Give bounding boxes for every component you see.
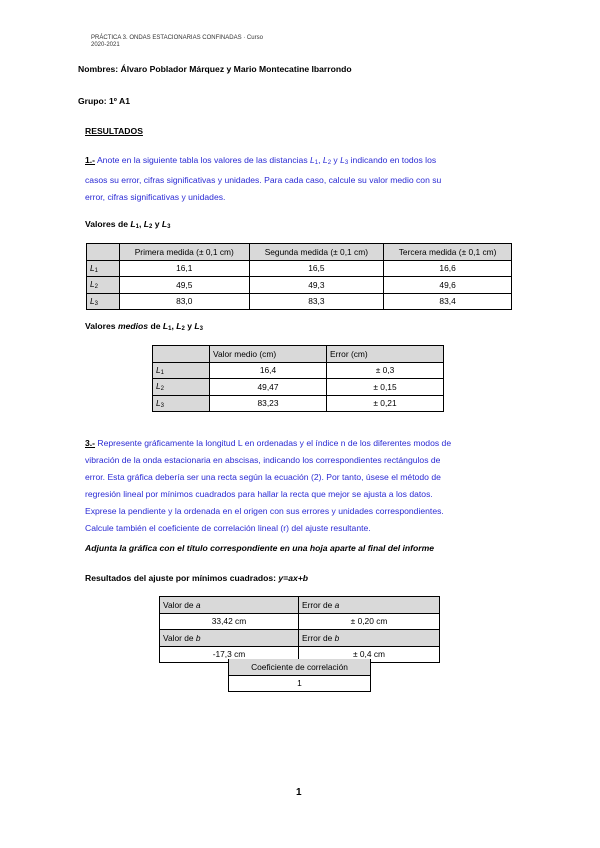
table-header-row xyxy=(153,346,444,363)
table-cell: ± 0,21 xyxy=(327,395,444,412)
table-cell: 83,4 xyxy=(384,293,512,310)
table-cell: 16,4 xyxy=(210,362,327,379)
page-number: 1 xyxy=(296,787,302,798)
authors-line: Nombres: Álvaro Poblador Márquez y Mario Montecatine Ibarrondo xyxy=(78,64,352,74)
row-label-sub: 3 xyxy=(94,300,99,307)
measurements-table xyxy=(86,243,512,310)
question-3-line-5: Exprese la pendiente y la ordenada en el origen con sus errores y unidades correspondientes. xyxy=(85,506,444,516)
label-cell xyxy=(299,630,440,647)
column-header: Primera medida (± 0,1 cm) xyxy=(120,244,250,261)
t2c-s1: 1 xyxy=(168,326,172,332)
row-label-sub: 3 xyxy=(160,402,165,409)
value-b-cell: -17,3 cm xyxy=(160,646,299,663)
row-label xyxy=(153,395,210,412)
question-1-line-3: error, cifras significativas y unidades. xyxy=(85,192,226,202)
error-a-cell: ± 0,20 cm xyxy=(299,613,440,630)
label-cell xyxy=(160,630,299,647)
column-header: Valor medio (cm) xyxy=(210,346,327,363)
t1c-comma: , xyxy=(138,219,144,229)
t1c-and: y xyxy=(152,219,162,229)
group-line: Grupo: 1º A1 xyxy=(78,96,130,106)
row-label-sub: 2 xyxy=(160,386,165,393)
correlation-label: Coeficiente de correlación xyxy=(229,659,371,675)
q1-text-a: Anote en la siguiente tabla los valores de las distancias xyxy=(95,155,311,165)
table-row xyxy=(229,675,371,692)
t2c-and: y xyxy=(184,321,195,331)
q1-var-l1: L xyxy=(310,155,315,165)
t1c-l2: L xyxy=(143,219,150,229)
q1-var-l2: L xyxy=(322,155,328,165)
error-b-label: Error de xyxy=(302,632,335,643)
label-cell xyxy=(299,597,440,614)
table-header-row xyxy=(87,244,512,261)
t2c-l2: L xyxy=(176,321,182,331)
header-line-2: 2020-2021 xyxy=(91,41,120,48)
fit-equation: y=ax+b xyxy=(278,573,309,583)
t2c-a: Valores xyxy=(85,321,118,331)
column-header: Tercera medida (± 0,1 cm) xyxy=(384,244,512,261)
error-a-label: Error de xyxy=(302,599,335,610)
table-cell: ± 0,3 xyxy=(327,362,444,379)
q1-var-l3: L xyxy=(340,155,345,165)
row-label xyxy=(153,379,210,396)
t2c-comma: , xyxy=(171,321,177,331)
row-label-sub: 1 xyxy=(94,267,99,274)
attach-graph-note: Adjunta la gráfica con el título correspondiente en una hoja aparte al final del informe xyxy=(85,543,435,553)
column-header: Error (cm) xyxy=(327,346,444,363)
table-cell: ± 0,15 xyxy=(327,379,444,396)
row-label xyxy=(87,260,120,277)
row-label-var: L xyxy=(156,397,161,408)
q1-and: y xyxy=(331,155,341,165)
table-row xyxy=(87,260,512,277)
t2c-s2: 2 xyxy=(181,326,185,332)
mean-values-table xyxy=(152,345,444,412)
table-cell: 49,6 xyxy=(384,277,512,294)
question-1-line-1 xyxy=(85,152,525,172)
question-3-line-1 xyxy=(85,435,515,452)
question-1-number: 1.- xyxy=(85,155,96,165)
row-label xyxy=(87,293,120,310)
header-line-1: PRÁCTICA 3. ONDAS ESTACIONARIAS CONFINADAS · Curso xyxy=(91,35,263,41)
row-label-var: L xyxy=(90,262,95,273)
value-b-label: Valor de xyxy=(163,632,196,643)
q1-sub-3: 3 xyxy=(344,160,349,166)
q1-sub-1: 1 xyxy=(314,160,319,166)
table-row xyxy=(160,597,440,614)
value-a-label: Valor de xyxy=(163,599,196,610)
results-heading: RESULTADOS xyxy=(85,126,143,136)
question-3 xyxy=(85,435,515,537)
table-cell: 16,5 xyxy=(249,260,384,277)
table-cell: 16,1 xyxy=(120,260,250,277)
table-cell: 83,23 xyxy=(210,395,327,412)
t2c-l1: L xyxy=(162,321,169,331)
t2c-medios: medios xyxy=(117,321,149,331)
question-3-line-2: vibración de la onda estacionaria en abscisas, indicando los correspondientes rectángulos de xyxy=(85,455,441,465)
table-row xyxy=(153,362,444,379)
row-label-sub: 2 xyxy=(94,284,99,291)
table-row xyxy=(153,395,444,412)
document-header xyxy=(91,35,291,48)
label-cell xyxy=(160,597,299,614)
var-b: b xyxy=(195,632,201,643)
t1c-s2: 2 xyxy=(149,224,153,230)
fit-caption xyxy=(85,573,308,583)
table-cell: 49,47 xyxy=(210,379,327,396)
q1-text-b: indicando en todos los xyxy=(348,155,437,165)
t2c-b: de xyxy=(148,321,163,331)
column-header: Segunda medida (± 0,1 cm) xyxy=(249,244,384,261)
correlation-value: 1 xyxy=(229,675,371,692)
q3-line-text: Represente gráficamente la longitud L en ordenadas y el índice n de los diferentes modos de xyxy=(95,438,452,448)
table-cell: 83,3 xyxy=(249,293,384,310)
table-row xyxy=(87,293,512,310)
table-cell: 49,5 xyxy=(120,277,250,294)
q1-sub-2: 2 xyxy=(327,160,332,166)
fit-caption-text: Resultados del ajuste por mínimos cuadrados: xyxy=(85,573,279,583)
table-row xyxy=(160,613,440,630)
var-a: a xyxy=(334,599,340,610)
row-label-var: L xyxy=(90,295,95,306)
table-corner-cell xyxy=(87,244,120,261)
table1-caption xyxy=(85,219,171,230)
t1c-l3: L xyxy=(161,219,168,229)
table1-caption-text: Valores de xyxy=(85,219,131,229)
correlation-table xyxy=(228,659,371,692)
t1c-s3: 3 xyxy=(167,224,171,230)
table-row xyxy=(229,659,371,675)
table-corner-cell xyxy=(153,346,210,363)
table-row xyxy=(160,630,440,647)
table-row xyxy=(87,277,512,294)
var-a: a xyxy=(195,599,201,610)
table-cell: 49,3 xyxy=(249,277,384,294)
table-cell: 16,6 xyxy=(384,260,512,277)
table2-caption xyxy=(85,321,203,332)
t1c-l1: L xyxy=(130,219,136,229)
table-row xyxy=(153,379,444,396)
row-label-var: L xyxy=(156,364,161,375)
row-label-var: L xyxy=(90,279,95,290)
question-3-line-6: Calcule también el coeficiente de correlación lineal (r) del ajuste resultante. xyxy=(85,523,371,533)
fit-results-table xyxy=(159,596,440,663)
table-cell: 83,0 xyxy=(120,293,250,310)
t2c-s3: 3 xyxy=(199,326,203,332)
value-a-cell: 33,42 cm xyxy=(160,613,299,630)
row-label-sub: 1 xyxy=(160,369,165,376)
question-3-line-4: regresión lineal por mínimos cuadrados para hallar la recta que mejor se ajusta a los datos. xyxy=(85,489,433,499)
question-3-number: 3.- xyxy=(85,438,96,448)
question-3-line-3: error. Esta gráfica debería ser una recta según la ecuación (2). Por tanto, úsese el método de xyxy=(85,472,441,482)
var-b: b xyxy=(334,632,340,643)
row-label-var: L xyxy=(156,381,161,392)
error-b-cell: ± 0,4 cm xyxy=(299,646,440,663)
question-1 xyxy=(85,152,525,206)
row-label xyxy=(153,362,210,379)
t1c-s1: 1 xyxy=(135,224,139,230)
question-1-line-2: casos su error, cifras significativas y unidades. Para cada caso, calcule su valor medio con su xyxy=(85,175,442,185)
t2c-l3: L xyxy=(194,321,200,331)
row-label xyxy=(87,277,120,294)
q1-comma: , xyxy=(318,155,323,165)
